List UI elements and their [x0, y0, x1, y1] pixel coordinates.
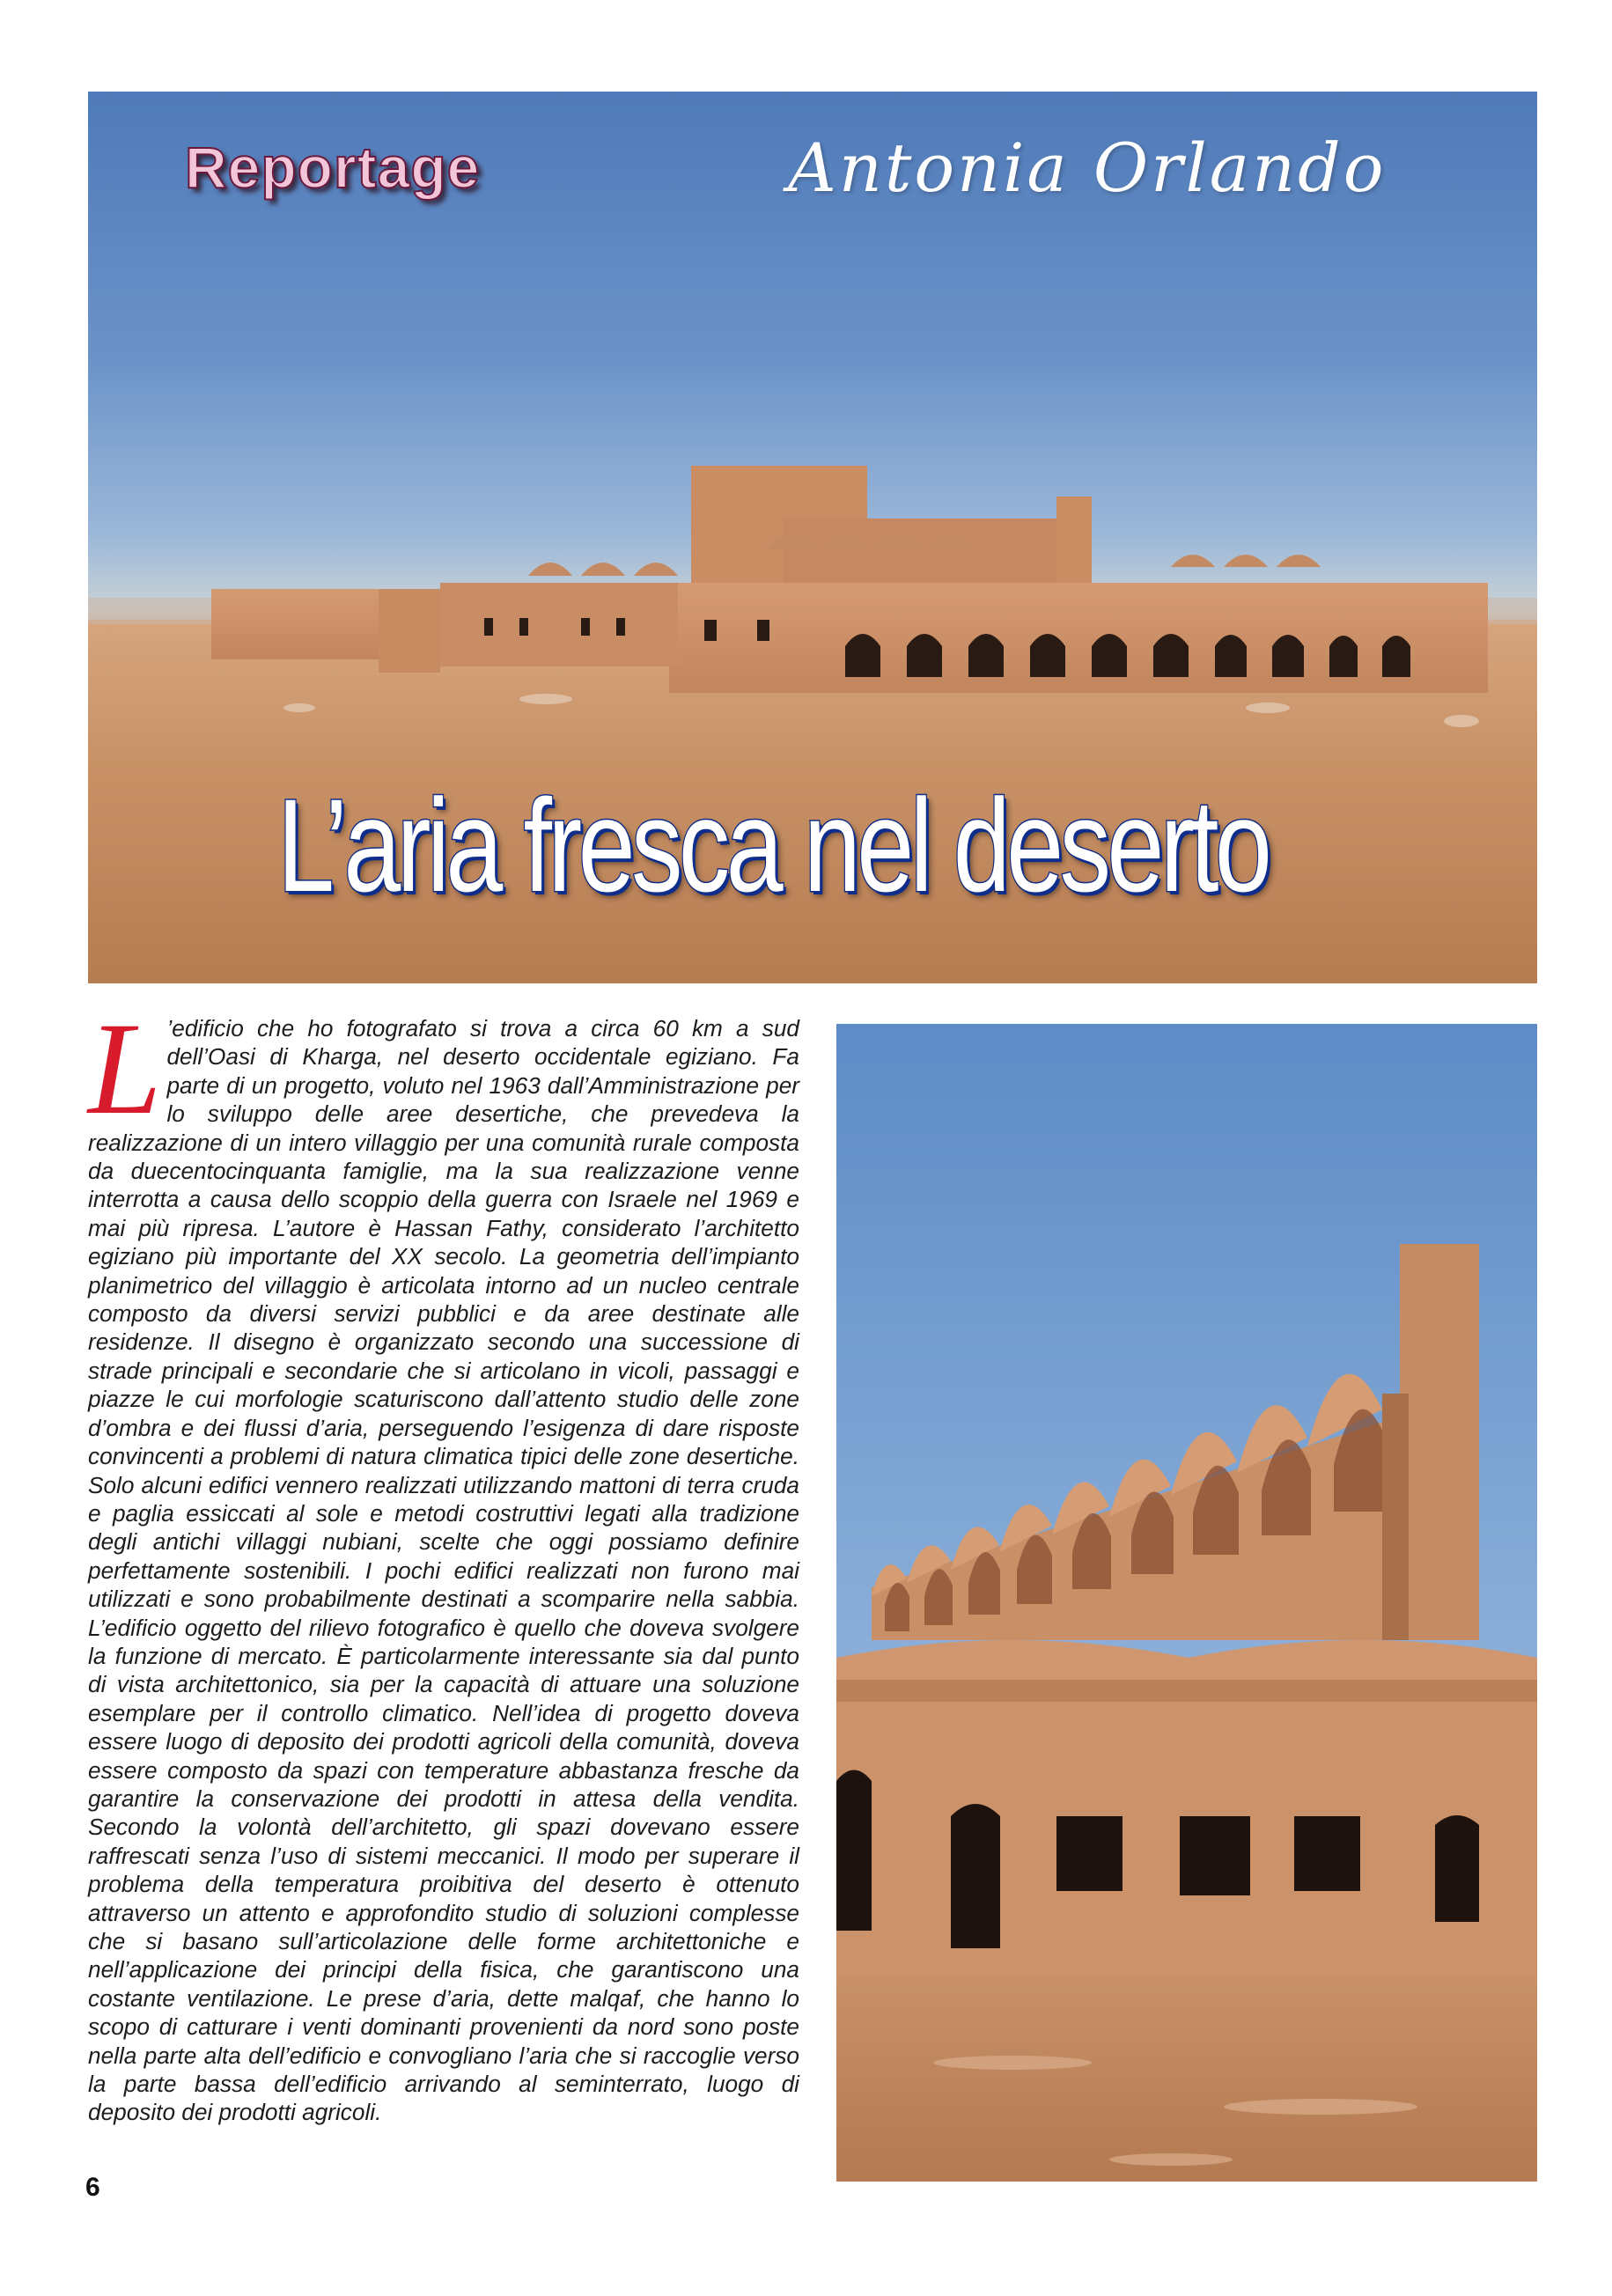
- malqaf-wind-catchers-photo: [836, 1024, 1537, 2182]
- detail-photo: [836, 1024, 1537, 2182]
- drop-cap: L: [88, 996, 162, 1142]
- hero-photo: [88, 92, 1537, 983]
- article-text: ’edificio che ho fotografato si trova a circa 60 km a sud dell’Oasi di Kharga, nel deserto occidentale egiziano. Fa parte di un progetto, voluto nel 1963 dall’Amministrazione per lo sviluppo delle aree desertiche, che prevedeva la realizzazione di un intero villaggio per una comunità rurale composta da duecentocinquanta famiglie, ma la sua realizzazione venne interrotta a causa dello scoppio della guerra con Israele nel 1969 e mai più ripresa. L’autore è Hassan Fathy, considerato l’architetto egiziano più importante del XX secolo. La geometria dell’impianto planimetrico del villaggio è articolata intorno ad un nucleo centrale composto da diversi servizi pubblici e da aree destinate alle residenze. Il disegno è organizzato secondo una successione di strade principali e secondarie che si articolano in vicoli, passaggi e piazze le cui morfologie scaturiscono dall’attento studio delle zone d’ombra e dei flussi d’aria, perseguendo l’esigenza di dare risposte convincenti a problemi di natura climatica tipici delle zone desertiche. Solo alcuni edifici vennero realizzati utilizzando mattoni di terra cruda e paglia essiccati al sole e metodi costruttivi legati alla tradizione degli antichi villaggi nubiani, scelte che oggi possiamo definire perfettamente sostenibili. I pochi edifici realizzati non furono mai utilizzati e sono probabilmente destinati a scomparire nella sabbia. L’edificio oggetto del rilievo fotografico è quello che doveva svolgere la funzione di mercato. È particolarmente interessante sia dal punto di vista architettonico, sia per la capacità di attuare una soluzione esemplare per il controllo climatico. Nell’idea di progetto doveva essere luogo di deposito dei prodotti agricoli della comunità, doveva essere composto da spazi con temperature abbastanza fresche da garantire la conservazione dei prodotti in attesa della vendita. Secondo la volontà dell’architetto, gli spazi dovevano essere raffrescati senza l’uso di sistemi meccanici. Il modo per superare il problema della temperatura proibitiva del deserto è ottenuto attraverso un attento e approfondito studio di soluzioni complesse che si basano sull’articolazione delle forme architettoniche e nell’applicazione dei principi della fisica, che garantiscono una costante ventilazione. Le prese d’aria, dette malqaf, che hanno lo scopo di catturare i venti dominanti provenienti da nord sono poste nella parte alta dell’edificio e convogliano l’aria che si raccoglie verso la parte bassa dell’edificio arrivando al seminterrato, luogo di deposito dei prodotti agricoli.: [88, 1015, 799, 2126]
- article-title: L’aria fresca nel deserto: [277, 771, 1269, 919]
- author-name: Antonia Orlando: [788, 129, 1387, 207]
- article-body: [88, 996, 799, 2127]
- section-label: Reportage: [185, 135, 481, 200]
- page-number: 6: [85, 2173, 100, 2202]
